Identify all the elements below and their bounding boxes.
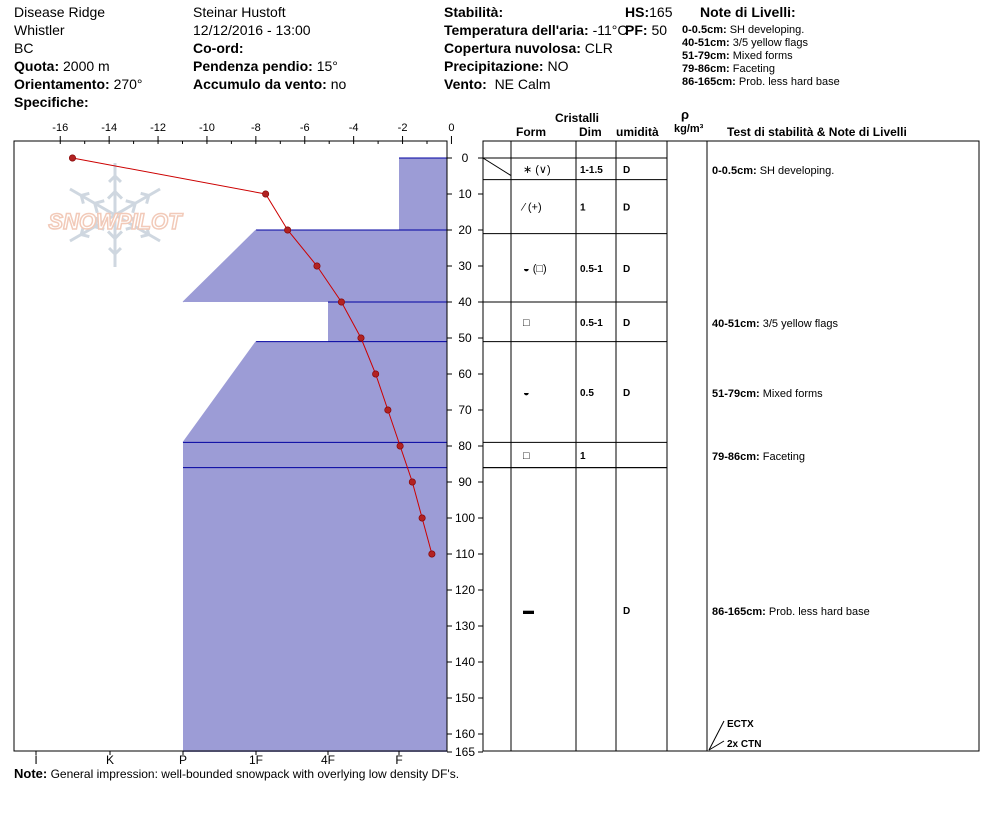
snowflake-branch <box>147 196 149 204</box>
precip-label: Precipitazione: <box>444 58 544 74</box>
temp-label: Temperatura dell'aria: <box>444 22 589 38</box>
hardness-tick-label: 1F <box>248 753 264 767</box>
depth-tick-label: 50 <box>458 331 472 345</box>
temperature-point <box>419 515 425 521</box>
layer-note-text: 3/5 yellow flags <box>759 317 838 330</box>
legend-text: 3/5 yellow flags <box>732 37 808 49</box>
accumulo-label: Accumulo da vento: <box>193 76 327 92</box>
hardness-band <box>183 342 447 443</box>
accumulo-value: no <box>330 76 347 92</box>
temperature-point <box>338 299 344 305</box>
snowflake-branch <box>95 201 105 204</box>
snowpilot-watermark <box>48 163 183 267</box>
layer-table <box>483 141 979 751</box>
snowflake-branch <box>141 235 149 237</box>
dim-header: Dim <box>579 125 602 139</box>
pf-label: PF: <box>625 22 648 38</box>
temperature-tick-label: -6 <box>299 122 310 134</box>
layer-note-text: Prob. less hard base <box>765 605 870 618</box>
pf-value: 50 <box>651 22 668 38</box>
temperature-point <box>397 443 403 449</box>
crystal-size: 0.5-1 <box>580 317 603 329</box>
legend-range: 51-79cm: <box>682 50 730 62</box>
legend-range: 79-86cm: <box>682 63 730 75</box>
temperature-point <box>358 335 364 341</box>
depth-tick-label: 160 <box>454 727 476 741</box>
hardness-band <box>399 158 447 230</box>
temperature-tick-label: -12 <box>150 122 167 134</box>
wetness: D <box>623 605 631 617</box>
legend-text: Prob. less hard base <box>738 76 840 88</box>
temperature-point <box>409 479 415 485</box>
note-text: General impression: well-bounded snowpack with overlying low density DF's. <box>50 767 460 781</box>
hardness-tick-label: P <box>178 753 188 767</box>
orientamento-label: Orientamento: <box>14 76 110 92</box>
surface-link <box>483 158 511 176</box>
table-border <box>483 141 979 751</box>
temperature-tick-label: -10 <box>198 122 215 134</box>
watermark-text: SNOWPILOT <box>48 209 182 234</box>
layer-note-text: Mixed forms <box>759 388 823 400</box>
rho-unit-header: kg/m³ <box>674 123 704 135</box>
hardness-band <box>183 468 447 752</box>
layer-note <box>712 318 838 330</box>
specifiche-label: Specifiche: <box>14 94 89 110</box>
temperature-point <box>385 407 391 413</box>
hs-value: 165 <box>649 4 673 20</box>
hardness-band <box>328 302 447 342</box>
wetness: D <box>623 317 631 329</box>
crystal-size: 1 <box>580 202 586 214</box>
snowflake-branch <box>126 201 136 204</box>
quota-label: Quota: <box>14 58 60 74</box>
hardness-tick-label: I <box>34 753 38 767</box>
temperature-point <box>262 191 268 197</box>
depth-tick-label: 90 <box>458 475 472 489</box>
form-header: Form <box>516 125 546 139</box>
crystal-form: □ <box>523 450 530 462</box>
depth-tick-label: 120 <box>454 583 476 597</box>
layer-note-text: Faceting <box>759 451 805 463</box>
layer-note-range: 86-165cm: <box>712 605 766 618</box>
crystal-form: □ <box>523 316 530 329</box>
copertura-value: CLR <box>584 40 613 56</box>
temperature-point <box>69 155 75 161</box>
temperature-tick-label: -4 <box>348 122 359 134</box>
orientamento-value: 270° <box>113 76 143 92</box>
temperature-tick-label: -8 <box>250 122 261 134</box>
test-label: ECTX <box>727 719 754 730</box>
depth-tick-label: 30 <box>458 259 472 273</box>
legend-text: Faceting <box>732 63 775 75</box>
crystal-form: ◒ <box>523 387 530 399</box>
depth-tick-label: 140 <box>454 655 476 669</box>
test-label: 2x CTN <box>727 739 762 750</box>
legend-text: Mixed forms <box>732 50 793 62</box>
depth-tick-label: 80 <box>458 439 472 453</box>
crystal-form: ∗ (∨) <box>523 163 551 176</box>
stabilita-label: Stabilità: <box>444 4 504 20</box>
legend-range: 0-0.5cm: <box>682 24 727 36</box>
temperature-tick-label: -14 <box>101 122 118 134</box>
snowflake-branch <box>81 193 89 195</box>
temperature-tick-label: -16 <box>52 122 69 134</box>
legend-text: SH developing. <box>729 24 805 36</box>
province: BC <box>14 40 34 56</box>
legend-range: 86-165cm: <box>682 76 736 88</box>
wetness: D <box>623 164 631 176</box>
precip-value: NO <box>547 58 569 74</box>
temperature-tick-label: 0 <box>448 122 455 134</box>
layer-note-range: 79-86cm: <box>712 451 760 463</box>
pendenza-label: Pendenza pendio: <box>193 58 313 74</box>
legend-range: 40-51cm: <box>682 37 730 49</box>
wetness: D <box>623 263 631 275</box>
copertura-label: Copertura nuvolosa: <box>444 40 581 56</box>
crystal-size: 0.5 <box>580 388 594 399</box>
depth-tick-label: 0 <box>461 151 469 165</box>
rho-header: ρ <box>681 107 690 122</box>
temperature-point <box>314 263 320 269</box>
depth-tick-label: 130 <box>454 619 476 633</box>
temperature-point <box>372 371 378 377</box>
crystal-form: ◒ (□) <box>523 262 547 275</box>
crystal-size: 1-1.5 <box>580 164 603 176</box>
region: Whistler <box>14 22 65 38</box>
hs-label: HS: <box>625 4 650 20</box>
depth-tick-label: 165 <box>454 745 476 759</box>
note-label: Note: <box>14 766 48 781</box>
layer-note <box>712 165 834 177</box>
depth-tick-label: 10 <box>458 187 472 201</box>
depth-tick-label: 70 <box>458 403 472 417</box>
temperature-point <box>284 227 290 233</box>
crystal-form: ▬ <box>523 604 534 617</box>
depth-tick-label: 100 <box>454 511 476 525</box>
depth-tick-label: 150 <box>454 691 476 705</box>
datetime: 12/12/2016 - 13:00 <box>193 22 311 38</box>
depth-tick-label: 20 <box>458 223 472 237</box>
test-header: Test di stabilità & Note di Livelli <box>727 125 907 139</box>
hardness-tick-label: 4F <box>320 753 336 767</box>
legend-title: Note di Livelli: <box>700 4 796 20</box>
depth-tick-label: 40 <box>458 295 472 309</box>
layer-note <box>712 388 823 400</box>
layer-note-text: SH developing. <box>756 164 835 177</box>
pendenza-value: 15° <box>316 58 338 74</box>
hardness-tick-label: K <box>105 753 115 767</box>
coord-label: Co-ord: <box>193 40 244 56</box>
hardness-tick-label: F <box>395 753 403 767</box>
crystal-size: 1 <box>580 451 586 462</box>
temp-value: -11°C <box>592 22 628 38</box>
crystal-form: ⁄ (+) <box>523 201 542 214</box>
umidita-header: umidità <box>616 125 659 139</box>
vento-label: Vento: <box>444 76 487 92</box>
observer: Steinar Hustoft <box>193 4 286 20</box>
hardness-band <box>183 442 447 467</box>
layer-note-range: 40-51cm: <box>712 317 760 330</box>
layer-note-range: 0-0.5cm: <box>712 164 757 177</box>
vento-value: NE Calm <box>494 76 551 92</box>
hardness-profile <box>183 158 447 752</box>
wetness: D <box>623 202 631 214</box>
depth-tick-label: 110 <box>455 547 475 561</box>
cristalli-header: Cristalli <box>555 111 600 125</box>
layer-note <box>712 451 805 463</box>
temperature-point <box>429 551 435 557</box>
quota-value: 2000 m <box>63 58 110 74</box>
temperature-tick-label: -2 <box>397 122 408 134</box>
layer-note <box>712 606 870 618</box>
depth-tick-label: 60 <box>458 367 472 381</box>
wetness: D <box>623 388 631 399</box>
location: Disease Ridge <box>14 4 106 20</box>
layer-note-range: 51-79cm: <box>712 388 760 400</box>
crystal-size: 0.5-1 <box>580 263 603 275</box>
